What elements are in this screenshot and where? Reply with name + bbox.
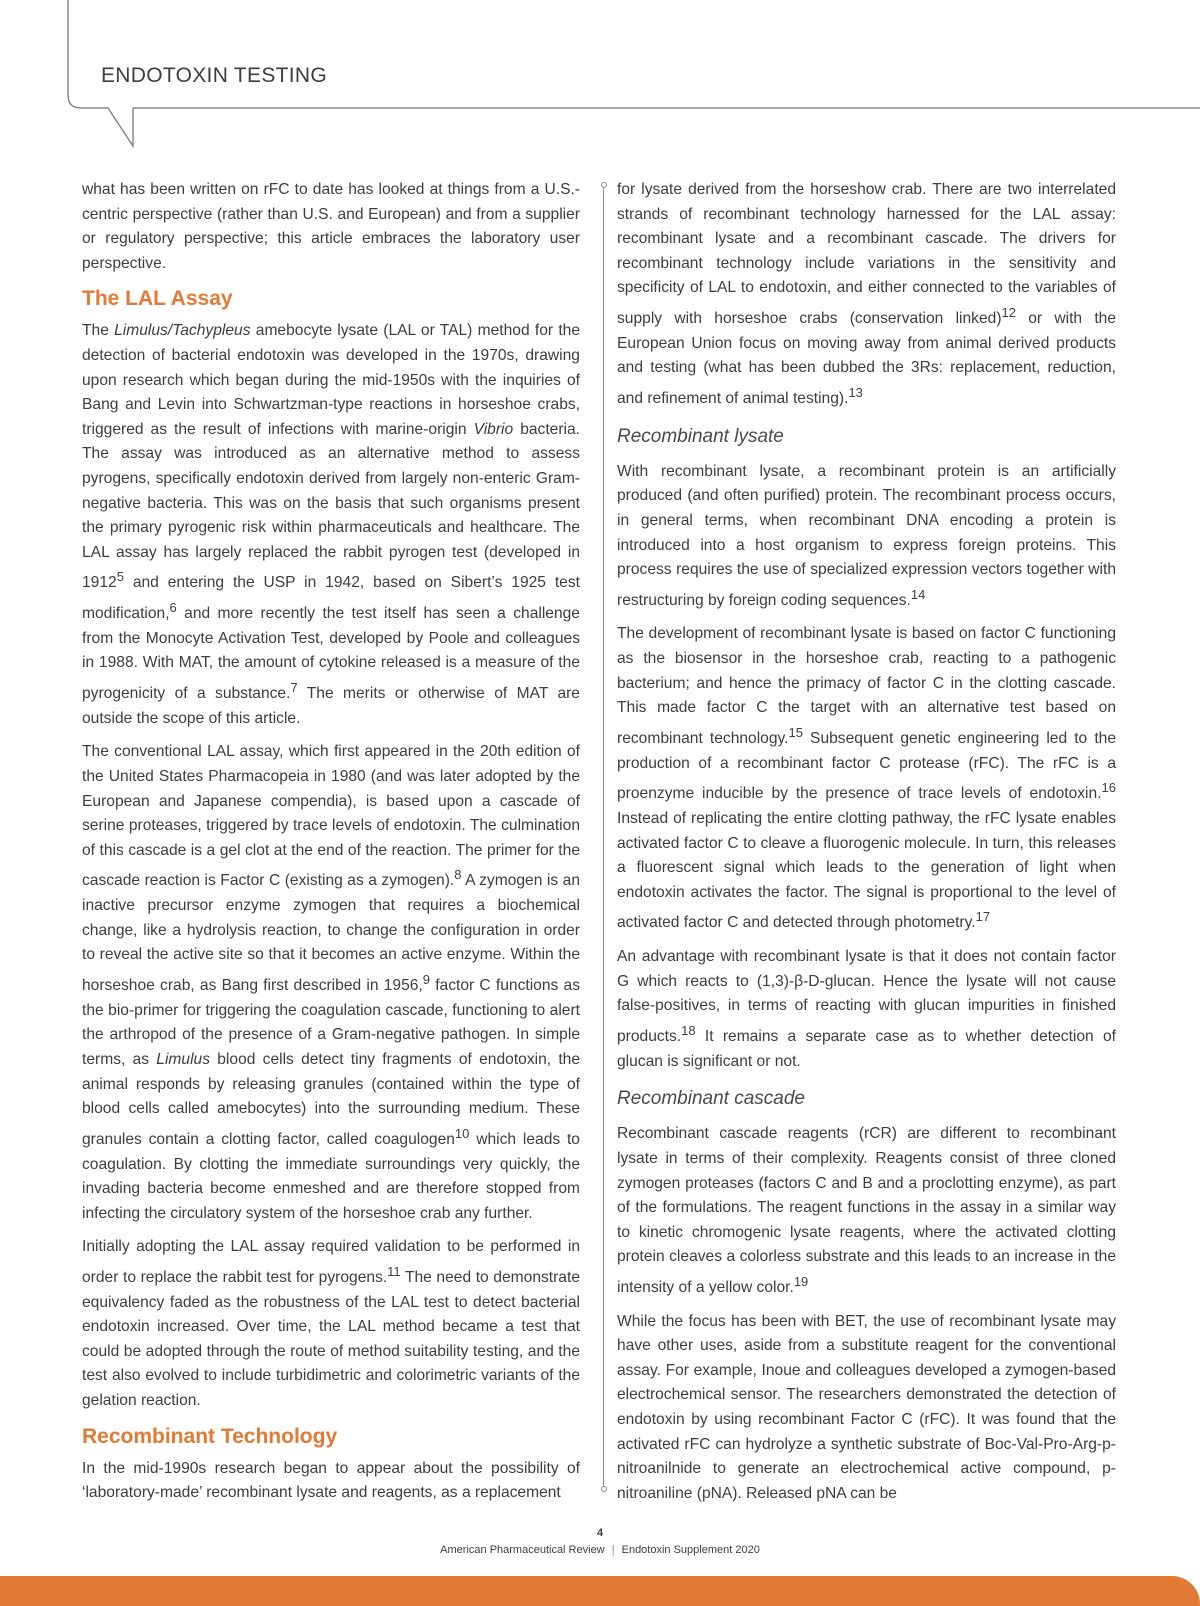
footnote-ref: 13 bbox=[848, 384, 863, 400]
footnote-ref: 15 bbox=[788, 724, 803, 740]
left-column bbox=[82, 178, 580, 1506]
section-title: ENDOTOXIN TESTING bbox=[101, 64, 328, 87]
footnote-ref: 19 bbox=[793, 1273, 809, 1289]
divider-cap-top bbox=[601, 182, 607, 188]
footnote-ref: 14 bbox=[910, 586, 926, 602]
paragraph-recombinant-1: In the mid-1990s research began to appear about the possibility of ‘laboratory-made’ recombinant lysate and reagents, as a replacement bbox=[82, 1459, 580, 1502]
footer-separator: | bbox=[611, 1544, 615, 1556]
footnote-ref: 8 bbox=[454, 867, 462, 883]
page-number: 4 bbox=[596, 1527, 604, 1539]
footer-publication-line bbox=[0, 1544, 1200, 1556]
footnote-ref: 16 bbox=[1101, 780, 1116, 796]
footnote-ref: 18 bbox=[681, 1022, 696, 1038]
paragraph-lal-3: Initially adopting the LAL assay required validation to be performed in order to replace the rabbit test for pyrogens.$^{11}$ The need to demonstrate equivalency faded as the robustness of the LAL test to detect bacterial endotoxin increased. Over time, the LAL method became a test that could be adopted through the route of method suitability testing, and the test also evolved to include turbidimetric and colorimetric variants of the gelation reaction. bbox=[82, 1238, 580, 1410]
heading-recombinant-technology: Recombinant Technology bbox=[82, 1424, 338, 1448]
paragraph-lal-2: The conventional LAL assay, which first appeared in the 20th edition of the United States Pharmacopeia in 1980 (and was later adopted by the European and Japanese compendia), is based upon a cascade of serine proteases, triggered by trace levels of endotoxin. The culmination of this cascade is a gel clot at the end of the reaction. The primer for the cascade reaction is Factor C (existing as a zymogen).$^8$ A zymogen is an inactive precursor enzyme zymogen that requires a biochemical change, like a hydrolysis reaction, to change the configuration in order to reveal the active site so that it becomes an active enzyme. Within the horseshoe crab, as Bang first described in 1956,$^9$ factor C functions as the bio-primer for triggering the coagulation cascade, functioning to alert the arthropod of the presence of a Gram-negative pathogen. In simple terms, as Limulus blood cells detect tiny fragments of endotoxin, the animal responds by releasing granules (contained within the type of blood cells called amebocytes) into the surrounding medium. These granules contain a clotting factor, called coagulogen$^{10}$ which leads to coagulation. By clotting the immediate surroundings very quickly, the invading bacteria become enmeshed and are therefore stopped from infecting the circulatory system of the horseshoe crab any further. bbox=[82, 743, 581, 1222]
heading-lal-assay: The LAL Assay bbox=[82, 287, 233, 311]
issue-name: Endotoxin Supplement 2020 bbox=[621, 1544, 760, 1556]
paragraph-recombinant-2: for lysate derived from the horseshow crab. There are two interrelated strands of recombinant technology harnessed for the LAL assay: recombinant lysate and a recombinant cascade. The drivers for recombinant technology include variations in the sensitivity and specificity of LAL to endotoxin, and either connected to the variables of supply with horseshoe crabs (conservation linked)$^{12}$ or with the European Union focus on moving away from animal derived products and testing (what has been dubbed the 3Rs: replacement, reduction, and refinement of animal testing).$^{13}$ bbox=[617, 181, 1117, 408]
paragraph-lysate-3: An advantage with recombinant lysate is that it does not contain factor G which reacts to (1,3)-β-D-glucan. Hence the lysate will not cause false-positives, in terms of reacting with glucan impurities in finished products.$^{18}$ It remains a separate case as to whether detection of glucan is significant or not. bbox=[617, 948, 1116, 1070]
column-divider bbox=[603, 184, 604, 1492]
footnote-ref: 10 bbox=[454, 1125, 470, 1141]
footnote-ref: 6 bbox=[169, 600, 177, 616]
paragraph-lysate-2: The development of recombinant lysate is based on factor C functioning as the biosensor in the horseshoe crab, reacting to a pathogenic bacterium; and hence the primacy of factor C in the clotting cascade. This made factor C the target with an alternative test based on recombinant technology.$^{15}$ Subsequent genetic engineering led to the production of a recombinant factor C protease (rFC). The rFC is a proenzyme inducible by the presence of trace levels of endotoxin.$^{16}$ Instead of replicating the entire clotting pathway, the rFC lysate enables activated factor C to cleave a fluorogenic molecule. In turn, this releases a fluorescent signal which leads to the generation of light when endotoxin activates the factor. The signal is proportional to the level of activated factor C and detected through photometry.$^{17}$ bbox=[617, 625, 1116, 932]
footer-accent-bar bbox=[0, 1576, 1200, 1606]
paragraph-intro: what has been written on rFC to date has looked at things from a U.S.-centric perspective (rather than U.S. and European) and from a supplier or regulatory perspective; this article embraces the laboratory user perspective. bbox=[82, 181, 580, 272]
footnote-ref: 7 bbox=[290, 680, 298, 696]
footnote-ref: 11 bbox=[387, 1263, 401, 1279]
right-column bbox=[617, 178, 1116, 1506]
footnote-ref: 17 bbox=[975, 909, 991, 925]
paragraph-lal-1: The Limulus/Tachypleus amebocyte lysate (LAL or TAL) method for the detection of bacterial endotoxin was developed in the 1970s, drawing upon research which began during the mid-1950s with the inquiries of Bang and Levin into Schwartzman-type reactions in horseshoe crabs, triggered as the result of infections with marine-origin Vibrio bacteria. The assay was introduced as an alternative method to assess pyrogens, specifically endotoxin derived from largely non-enteric Gram-negative bacteria. This was on the basis that such organisms present the primary pyrogenic risk within pharmaceuticals and healthcare. The LAL assay has largely replaced the rabbit pyrogen test (developed in 1912$^5$ and entering the USP in 1942, based on Sibert’s 1925 test modification,$^6$ and more recently the test itself has seen a challenge from the Monocyte Activation Test, developed by Poole and colleagues in 1988. With MAT, the amount of cytokine released is a measure of the pyrogenicity of a substance.$^7$ The merits or otherwise of MAT are outside the scope of this article. bbox=[82, 322, 581, 727]
footnote-ref: 9 bbox=[422, 971, 430, 987]
footnote-ref: 5 bbox=[116, 569, 124, 585]
paragraph-cascade-2: While the focus has been with BET, the use of recombinant lysate may have other uses, aside from a substitute reagent for the conventional assay. For example, Inoue and colleagues developed a zymogen-based electrochemical sensor. The researchers demonstrated the detection of endotoxin by using recombinant Factor C (rFC). It was found that the activated rFC can hydrolyze a synthetic substrate of Boc-Val-Pro-Arg-p-nitroanilnide to generate an electrochemical active compound, p-nitroaniline (pNA). Released pNA can be bbox=[617, 1312, 1116, 1502]
paragraph-cascade-1: Recombinant cascade reagents (rCR) are different to recombinant lysate in terms of their complexity. Reagents consist of three cloned zymogen proteases (factors C and B and a proclotting enzyme), as part of the formulations. The reagent functions in the assay in a similar way to kinetic chromogenic lysate reagents, where the activated clotting protein cleaves a colorless substrate and this leads to an increase in the intensity of a yellow color.$^{19}$ bbox=[617, 1125, 1116, 1297]
heading-recombinant-cascade: Recombinant cascade bbox=[617, 1088, 805, 1110]
publication-name: American Pharmaceutical Review bbox=[440, 1544, 605, 1556]
divider-cap-bottom bbox=[601, 1486, 607, 1492]
heading-recombinant-lysate: Recombinant lysate bbox=[617, 425, 784, 447]
footnote-ref: 12 bbox=[1001, 304, 1016, 320]
paragraph-lysate-1: With recombinant lysate, a recombinant protein is an artificially produced (and often purified) protein. The recombinant process occurs, in general terms, when recombinant DNA encoding a protein is introduced into a host organism to express foreign proteins. This process requires the use of specialized expression vectors together with restructuring by foreign coding sequences.$^{14}$ bbox=[617, 462, 1116, 609]
